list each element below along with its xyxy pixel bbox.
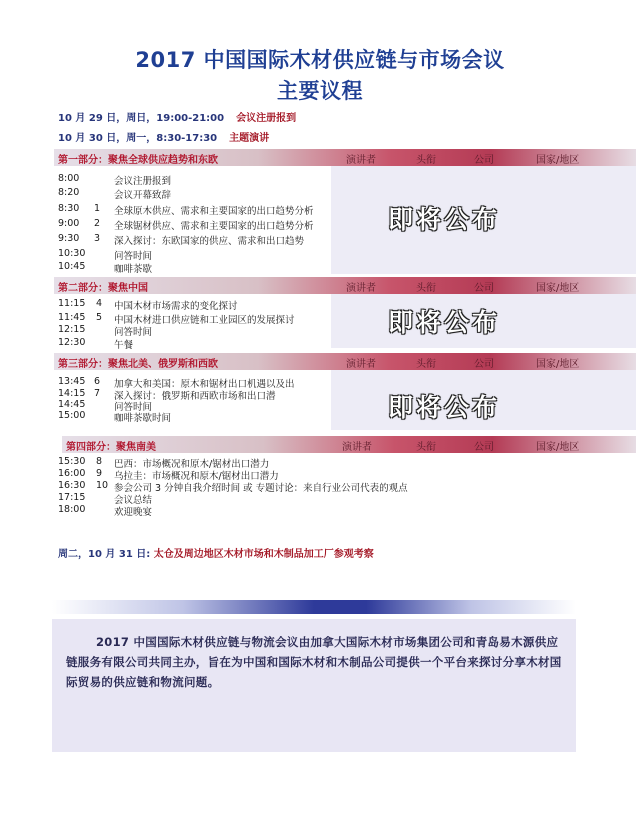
section-header-2 xyxy=(54,277,636,294)
agenda-time: 13:45 xyxy=(58,376,86,387)
announcement-3: 即将公布 xyxy=(388,393,501,422)
agenda-topic: 会议总结 xyxy=(114,495,153,506)
agenda-topic: 欢迎晚宴 xyxy=(114,507,153,518)
agenda-topic: 问答时间 xyxy=(114,402,153,413)
agenda-time: 14:45 xyxy=(58,399,86,410)
day-event: 主题演讲 xyxy=(229,133,270,144)
section-title: 第四部分：聚焦南美 xyxy=(66,442,156,453)
agenda-number: 8 xyxy=(96,456,103,467)
agenda-time: 14:15 xyxy=(58,388,86,399)
agenda-topic: 全球锯材供应、需求和主要国家的出口趋势分析 xyxy=(114,221,314,232)
section-header-3 xyxy=(54,353,636,370)
agenda-time: 18:00 xyxy=(58,504,86,515)
section-title: 第三部分：聚焦北美、俄罗斯和西欧 xyxy=(58,359,218,370)
column-speaker: 演讲者 xyxy=(346,359,376,370)
agenda-topic: 中国木材进口供应链和工业园区的发展探讨 xyxy=(114,315,295,326)
agenda-topic: 午餐 xyxy=(114,340,134,351)
agenda-topic: 会议开幕致辞 xyxy=(114,190,172,201)
page-subtitle: 主要议程 xyxy=(277,79,363,103)
section-title: 第一部分：聚焦全球供应趋势和东欧 xyxy=(58,155,218,166)
column-speaker: 演讲者 xyxy=(346,155,376,166)
column-speaker: 演讲者 xyxy=(342,442,372,453)
column-country: 国家/地区 xyxy=(536,283,580,294)
column-company: 公司 xyxy=(474,283,494,294)
column-position: 头衔 xyxy=(416,359,436,370)
announcement-1: 即将公布 xyxy=(388,205,501,234)
agenda-number: 5 xyxy=(96,312,103,323)
agenda-time: 17:15 xyxy=(58,492,86,503)
section-header-1 xyxy=(54,149,636,166)
agenda-number: 10 xyxy=(96,480,109,491)
day-date: 10 月 29 日，周日，19:00-21:00 xyxy=(58,113,225,124)
agenda-time: 9:30 xyxy=(58,233,80,244)
agenda-topic: 咖啡茶歇时间 xyxy=(114,413,172,424)
agenda-number: 2 xyxy=(94,218,101,229)
column-position: 头衔 xyxy=(416,155,436,166)
footer-divider xyxy=(52,600,576,614)
agenda-time: 8:00 xyxy=(58,173,80,184)
column-country: 国家/地区 xyxy=(536,442,580,453)
day-line-oct29 xyxy=(58,109,296,124)
agenda-time: 10:30 xyxy=(58,248,86,259)
day-event: 会议注册报到 xyxy=(236,113,297,124)
tour-date: 周二，10 月 31 日: xyxy=(58,549,151,560)
agenda-topic: 加拿大和美国：原木和锯材出口机遇以及出 xyxy=(114,379,295,390)
agenda-time: 16:00 xyxy=(58,468,86,479)
agenda-time: 11:45 xyxy=(58,312,86,323)
day-date: 10 月 30 日，周一，8:30-17:30 xyxy=(58,133,218,144)
column-country: 国家/地区 xyxy=(536,359,580,370)
section-header-4 xyxy=(62,436,636,453)
agenda-topic: 咖啡茶歇 xyxy=(114,264,153,275)
agenda-topic: 深入探讨：俄罗斯和西欧市场和出口潜 xyxy=(114,391,276,402)
agenda-number: 6 xyxy=(94,376,101,387)
agenda-time: 12:30 xyxy=(58,337,86,348)
agenda-topic: 问答时间 xyxy=(114,251,153,262)
day-line-oct30 xyxy=(58,129,269,144)
column-company: 公司 xyxy=(474,359,494,370)
agenda-time: 10:45 xyxy=(58,261,86,272)
agenda-time: 8:30 xyxy=(58,203,80,214)
agenda-time: 15:00 xyxy=(58,410,86,421)
agenda-topic: 会议注册报到 xyxy=(114,176,172,187)
page-title: 2017 中国国际木材供应链与市场会议 xyxy=(135,48,505,72)
column-position: 头衔 xyxy=(416,442,436,453)
tour-event: 太仓及周边地区木材市场和木制品加工厂参观考察 xyxy=(153,549,374,560)
agenda-time: 16:30 xyxy=(58,480,86,491)
footer-description: 2017 中国国际木材供应链与物流会议由加拿大国际木材市场集团公司和青岛易木源供应链服务有限公司共同主办，旨在为中国和国际木材和木制品公司提供一个平台来探讨分享木材国际贸易的供应链和物流问题。 xyxy=(66,635,562,689)
agenda-time: 8:20 xyxy=(58,187,80,198)
agenda-topic: 中国木材市场需求的变化探讨 xyxy=(114,301,238,312)
agenda-time: 11:15 xyxy=(58,298,86,309)
agenda-number: 7 xyxy=(94,388,101,399)
column-position: 头衔 xyxy=(416,283,436,294)
agenda-topic: 全球原木供应、需求和主要国家的出口趋势分析 xyxy=(114,206,314,217)
agenda-number: 9 xyxy=(96,468,103,479)
column-company: 公司 xyxy=(474,155,494,166)
agenda-time: 12:15 xyxy=(58,324,86,335)
agenda-number: 3 xyxy=(94,233,101,244)
column-company: 公司 xyxy=(474,442,494,453)
agenda-topic: 深入探讨：东欧国家的供应、需求和出口趋势 xyxy=(114,236,305,247)
announcement-2: 即将公布 xyxy=(388,308,501,337)
agenda-time: 9:00 xyxy=(58,218,80,229)
column-country: 国家/地区 xyxy=(536,155,580,166)
agenda-topic: 巴西：市场概况和原木/锯材出口潜力 xyxy=(114,459,270,470)
agenda-topic: 乌拉圭：市场概况和原木/锯材出口潜力 xyxy=(114,471,279,482)
agenda-number: 1 xyxy=(94,203,101,214)
agenda-time: 15:30 xyxy=(58,456,86,467)
agenda-topic: 参会公司 3 分钟自我介绍时间 或 专题讨论：来自行业公司代表的观点 xyxy=(114,483,408,494)
agenda-number: 4 xyxy=(96,298,103,309)
tour-line xyxy=(58,545,374,560)
section-title: 第二部分：聚焦中国 xyxy=(58,283,148,294)
column-speaker: 演讲者 xyxy=(346,283,376,294)
agenda-topic: 问答时间 xyxy=(114,327,153,338)
